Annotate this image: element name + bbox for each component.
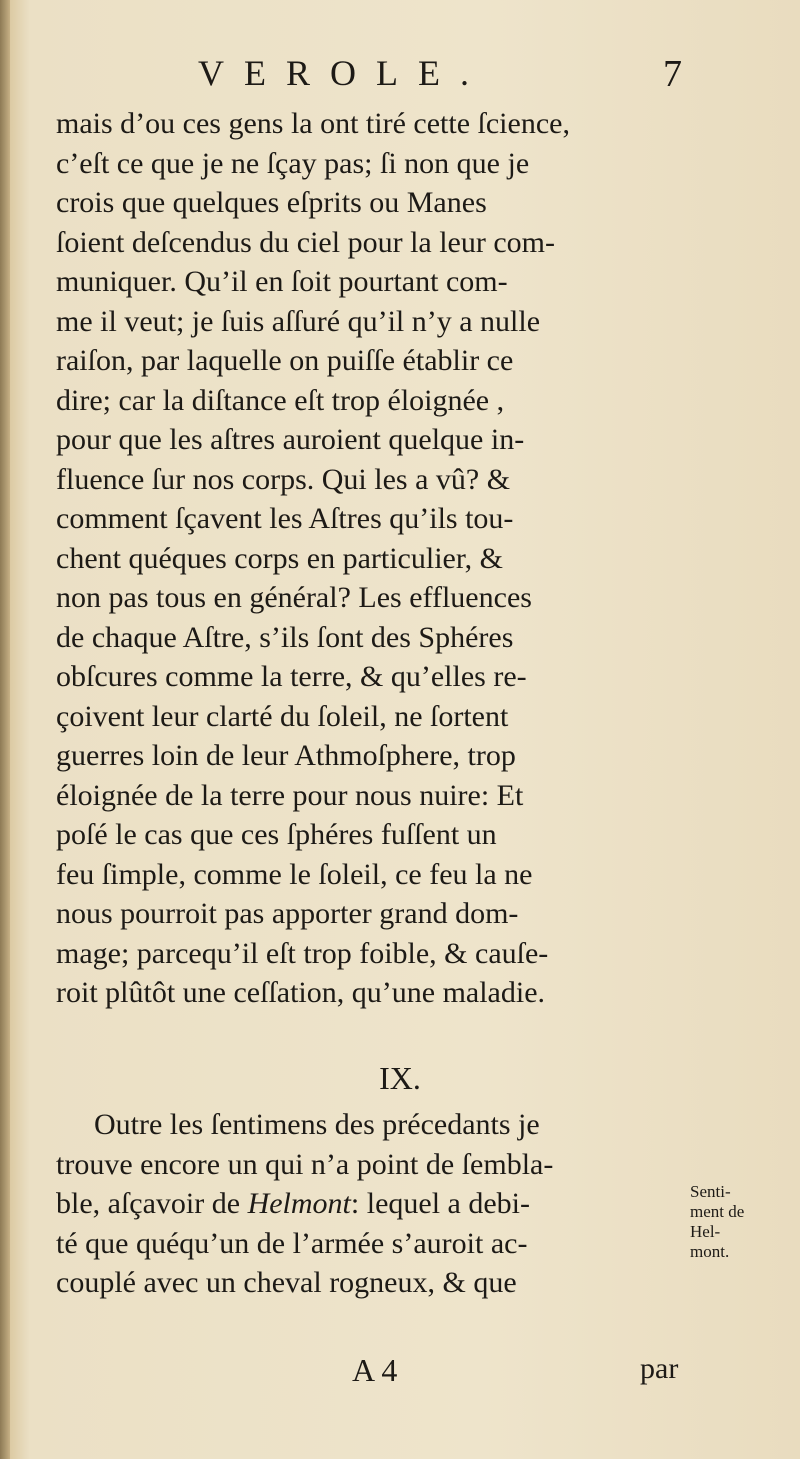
text-line: ſoient deſcendus du ciel pour la leur com-	[56, 225, 555, 259]
text-line: té que quéqu’un de l’armée s’auroit ac-	[56, 1226, 528, 1260]
text-line: poſé le cas que ces ſphéres fuſſent un	[56, 818, 497, 851]
page-header	[60, 52, 700, 104]
text-line: muniquer. Qu’il en ſoit pourtant com-	[56, 265, 508, 298]
text-line: nous pourroit pas apporter grand dom-	[56, 897, 519, 930]
text-line: c’eſt ce que je ne ſçay pas; ſi non que je	[56, 146, 530, 180]
signature-mark: A 4	[352, 1352, 398, 1388]
margin-line: Hel-	[690, 1222, 721, 1241]
text-line: chent quéques corps en particulier, &	[56, 541, 503, 575]
text-line: éloignée de la terre pour nous nuire: Et	[56, 778, 524, 812]
text-line: feu ſimple, comme le ſoleil, ce feu la ne	[56, 857, 533, 891]
text-line: de chaque Aſtre, s’ils ſont des Sphéres	[56, 620, 514, 654]
text-line: pour que les aſtres auroient quelque in-	[56, 423, 525, 456]
marginal-note	[690, 1182, 800, 1262]
body-text	[56, 104, 690, 1013]
running-head: VEROLE.	[198, 53, 489, 93]
text-line: comment ſçavent les Aſtres qu’ils tou-	[56, 502, 514, 535]
text-line: roit plûtôt une ceſſation, qu’une maladie.	[56, 976, 546, 1009]
section-number: IX.	[379, 1060, 421, 1096]
text-line: guerres loin de leur Athmoſphere, trop	[56, 739, 516, 772]
catchword: par	[640, 1352, 679, 1385]
text-fragment: : lequel a debi-	[350, 1187, 530, 1220]
margin-line: ment de	[690, 1202, 745, 1221]
section-text	[56, 1105, 690, 1303]
text-line: dire; car la diſtance eſt trop éloignée ,	[56, 383, 505, 417]
page-number: 7	[663, 53, 682, 95]
text-fragment: ble, aſçavoir de	[56, 1187, 248, 1220]
text-line: me il veut; je ſuis aſſuré qu’il n’y a nulle	[56, 304, 541, 338]
author-name: Helmont	[247, 1187, 351, 1220]
text-line: çoivent leur clarté du ſoleil, ne ſortent	[56, 699, 509, 733]
text-line: crois que quelques eſprits ou Manes	[56, 186, 487, 219]
text-line: non pas tous en général? Les effluences	[56, 581, 532, 614]
text-line: couplé avec un cheval rogneux, & que	[56, 1266, 517, 1299]
text-line: fluence ſur nos corps. Qui les a vû? &	[56, 462, 511, 496]
margin-line: Senti-	[690, 1182, 731, 1201]
margin-line: mont.	[690, 1242, 730, 1261]
text-line: raiſon, par laquelle on puiſſe établir ce	[56, 344, 514, 377]
text-line: mage; parcequ’il eſt trop foible, & cauſe-	[56, 936, 549, 970]
binding-gutter	[0, 0, 10, 1459]
text-line: mais d’ou ces gens la ont tiré cette ſcience,	[56, 107, 570, 140]
text-line: Outre les ſentimens des précedants je	[94, 1108, 540, 1141]
text-line: trouve encore un qui n’a point de ſembla-	[56, 1147, 554, 1181]
text-line	[56, 1184, 690, 1224]
text-line: obſcures comme la terre, & qu’elles re-	[56, 660, 527, 693]
